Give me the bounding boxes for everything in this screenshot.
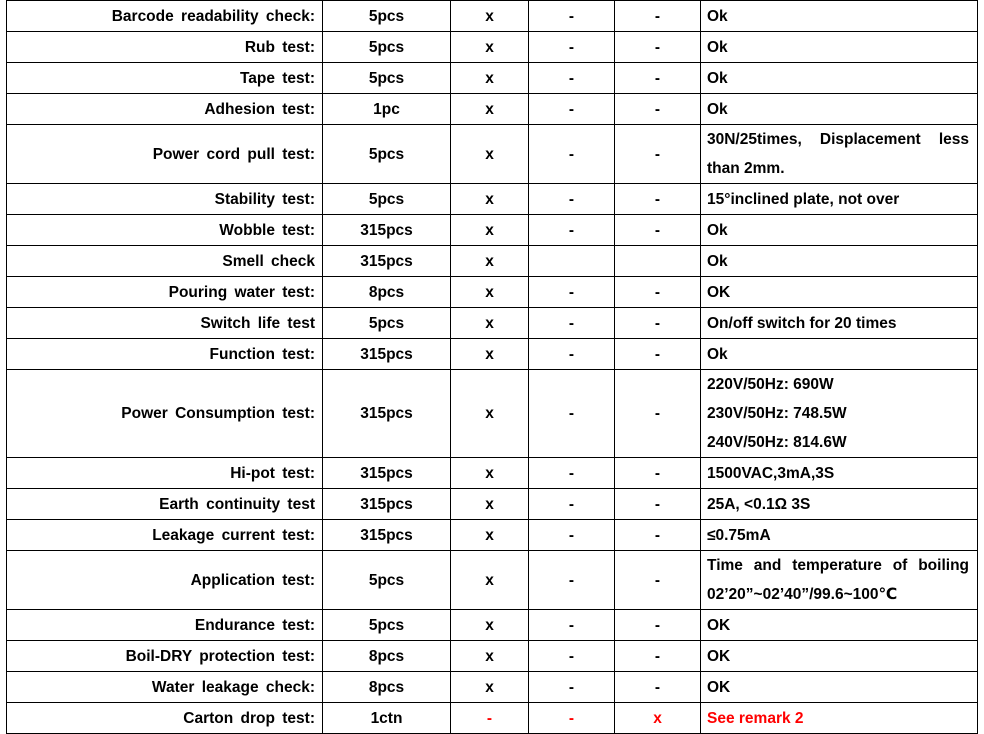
status-mark: x [451,184,529,215]
status-mark: - [451,703,529,734]
test-result: Ok [701,63,978,94]
status-mark: x [451,339,529,370]
status-mark: - [615,489,701,520]
result-line: 240V/50Hz: 814.6W [707,434,847,451]
test-result: Ok [701,1,978,32]
status-mark: x [451,94,529,125]
test-result: Ok [701,339,978,370]
status-mark: x [451,63,529,94]
status-mark: x [451,520,529,551]
table-row [7,370,978,458]
table-row [7,125,978,184]
table-row [7,246,978,277]
test-item-name: Endurance test: [7,610,323,641]
test-result: OK [701,641,978,672]
test-result: OK [701,610,978,641]
status-mark: x [451,672,529,703]
status-mark: x [451,551,529,610]
table-row [7,184,978,215]
table-row [7,489,978,520]
status-mark: - [529,277,615,308]
table-row [7,458,978,489]
test-result: OK [701,277,978,308]
test-item-name: Wobble test: [7,215,323,246]
result-line: 220V/50Hz: 690W [707,376,834,393]
status-mark: - [615,610,701,641]
table-row [7,551,978,610]
status-mark: - [529,63,615,94]
test-item-name: Smell check [7,246,323,277]
status-mark: - [615,370,701,458]
test-result: Time and temperature of boiling 02’20”~02’40”/99.6~100℃ [701,551,978,610]
test-result [701,370,978,458]
test-item-name: Earth continuity test [7,489,323,520]
sample-quantity: 315pcs [323,370,451,458]
sample-quantity: 5pcs [323,1,451,32]
table-row [7,610,978,641]
status-mark: x [451,308,529,339]
status-mark: - [615,215,701,246]
inspection-results-table [6,0,978,734]
status-mark: x [451,215,529,246]
status-mark: x [451,610,529,641]
test-item-name: Rub test: [7,32,323,63]
status-mark: - [615,94,701,125]
status-mark: - [615,63,701,94]
sample-quantity: 315pcs [323,215,451,246]
status-mark: - [615,125,701,184]
test-result: See remark 2 [701,703,978,734]
status-mark: x [615,703,701,734]
test-item-name: Stability test: [7,184,323,215]
table-row [7,308,978,339]
sample-quantity: 1pc [323,94,451,125]
test-result: On/off switch for 20 times [701,308,978,339]
table-row [7,520,978,551]
sample-quantity: 5pcs [323,551,451,610]
test-result: Ok [701,215,978,246]
test-result: Ok [701,94,978,125]
result-line: 230V/50Hz: 748.5W [707,405,847,422]
test-item-name: Switch life test [7,308,323,339]
status-mark: - [615,184,701,215]
test-result: 30N/25times, Displacement less than 2mm. [701,125,978,184]
test-item-name: Function test: [7,339,323,370]
status-mark: x [451,641,529,672]
status-mark: - [529,215,615,246]
status-mark: - [615,277,701,308]
test-item-name: Application test: [7,551,323,610]
status-mark: x [451,489,529,520]
sample-quantity: 5pcs [323,184,451,215]
status-mark: - [529,703,615,734]
status-mark: x [451,32,529,63]
sample-quantity: 5pcs [323,610,451,641]
status-mark: - [529,551,615,610]
table-row [7,32,978,63]
test-item-name: Barcode readability check: [7,1,323,32]
test-item-name: Hi-pot test: [7,458,323,489]
sample-quantity: 315pcs [323,339,451,370]
sample-quantity: 315pcs [323,520,451,551]
status-mark: - [529,125,615,184]
sample-quantity: 8pcs [323,277,451,308]
table-row [7,1,978,32]
status-mark: - [529,458,615,489]
status-mark: - [529,1,615,32]
test-result: Ok [701,246,978,277]
sample-quantity: 315pcs [323,246,451,277]
status-mark: - [529,520,615,551]
status-mark: x [451,1,529,32]
test-item-name: Tape test: [7,63,323,94]
status-mark: - [529,339,615,370]
table-row [7,63,978,94]
sample-quantity: 1ctn [323,703,451,734]
status-mark: - [529,672,615,703]
sample-quantity: 5pcs [323,308,451,339]
table-row [7,339,978,370]
status-mark: - [615,551,701,610]
table-row [7,641,978,672]
table-row [7,94,978,125]
sample-quantity: 5pcs [323,125,451,184]
test-item-name: Pouring water test: [7,277,323,308]
test-result: Ok [701,32,978,63]
status-mark: x [451,370,529,458]
table-row [7,215,978,246]
status-mark: - [615,308,701,339]
table-row [7,672,978,703]
test-result: ≤0.75mA [701,520,978,551]
test-result: OK [701,672,978,703]
sample-quantity: 8pcs [323,641,451,672]
status-mark: - [529,32,615,63]
status-mark: - [529,94,615,125]
sample-quantity: 5pcs [323,63,451,94]
table-row [7,277,978,308]
test-result: 15°inclined plate, not over [701,184,978,215]
test-item-name: Carton drop test: [7,703,323,734]
test-item-name: Adhesion test: [7,94,323,125]
status-mark: - [529,184,615,215]
status-mark: - [529,489,615,520]
status-mark: - [529,308,615,339]
sample-quantity: 315pcs [323,489,451,520]
test-item-name: Water leakage check: [7,672,323,703]
status-mark: - [615,672,701,703]
table-row [7,703,978,734]
status-mark: - [615,1,701,32]
status-mark: - [615,458,701,489]
status-mark [529,246,615,277]
test-item-name: Power cord pull test: [7,125,323,184]
status-mark: - [529,610,615,641]
status-mark: x [451,458,529,489]
status-mark [615,246,701,277]
status-mark: - [529,370,615,458]
sample-quantity: 315pcs [323,458,451,489]
test-item-name: Leakage current test: [7,520,323,551]
status-mark: x [451,125,529,184]
test-result: 1500VAC,3mA,3S [701,458,978,489]
status-mark: - [529,641,615,672]
status-mark: - [615,520,701,551]
test-result: 25A, <0.1Ω 3S [701,489,978,520]
status-mark: x [451,246,529,277]
test-item-name: Power Consumption test: [7,370,323,458]
status-mark: - [615,32,701,63]
test-item-name: Boil-DRY protection test: [7,641,323,672]
sample-quantity: 8pcs [323,672,451,703]
status-mark: x [451,277,529,308]
status-mark: - [615,641,701,672]
sample-quantity: 5pcs [323,32,451,63]
status-mark: - [615,339,701,370]
